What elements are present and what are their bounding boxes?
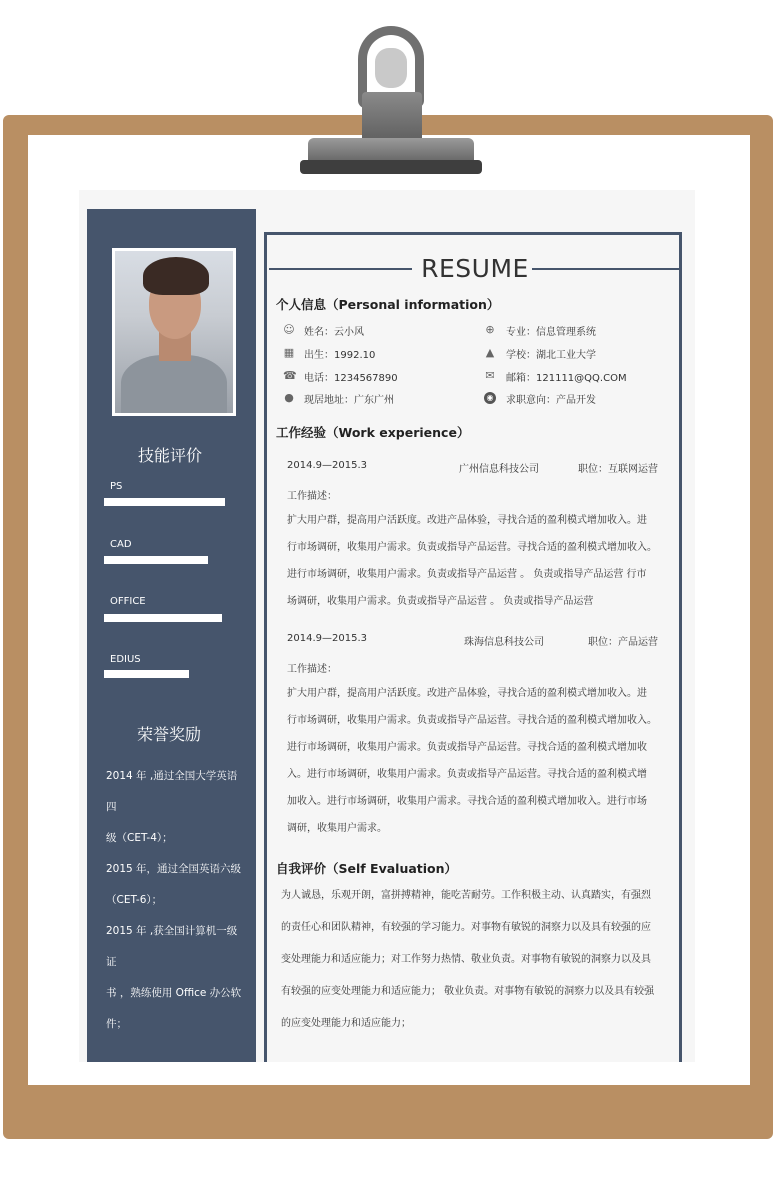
self-line: 变处理能力和适应能力；对工作努力热情、敬业负责。对事物有敏锐的洞察力以及具 bbox=[281, 954, 651, 965]
desc-line: 扩大用户群，提高用户活跃度。改进产品体验，寻找合适的盈利模式增加收入。进 bbox=[287, 515, 647, 526]
desc-line: 扩大用户群，提高用户活跃度。改进产品体验，寻找合适的盈利模式增加收入。进 bbox=[287, 688, 647, 699]
info-address: 现居地址：广东广州 bbox=[304, 395, 394, 406]
skill-bar-office bbox=[104, 614, 222, 622]
info-birth: 出生：1992.10 bbox=[304, 350, 376, 361]
desc-line: 进行市场调研，收集用户需求。负责或指导产品运营。寻找合适的盈利模式增加收 bbox=[287, 742, 647, 753]
info-email: 邮箱：121111@QQ.COM bbox=[506, 373, 627, 384]
honors-list bbox=[106, 761, 246, 1040]
self-line: 的应变处理能力和适应能力； bbox=[281, 1018, 411, 1029]
skill-bar-edius bbox=[104, 670, 189, 678]
self-line: 有较强的应变处理能力和适应能力； 敬业负责。对事物有敏锐的洞察力以及具有较强 bbox=[281, 986, 655, 997]
school-icon: ▲ bbox=[485, 346, 495, 359]
clip-base-edge bbox=[300, 160, 482, 174]
person-icon: ☺ bbox=[283, 323, 295, 336]
desc-line: 进行市场调研，收集用户需求。负责或指导产品运营 。 负责或指导产品运营 行市 bbox=[287, 569, 647, 580]
job-desc-label: 工作描述： bbox=[287, 491, 337, 502]
job-position: 职位：产品运营 bbox=[588, 637, 658, 648]
phone-icon: ☎ bbox=[283, 369, 297, 382]
mail-icon: ✉ bbox=[485, 369, 495, 382]
job-company: 珠海信息科技公司 bbox=[464, 637, 544, 648]
desc-line: 加收入。进行市场调研，收集用户需求。寻找合适的盈利模式增加收入。进行市场 bbox=[287, 796, 647, 807]
job-position: 职位：互联网运营 bbox=[578, 464, 658, 475]
personal-info-heading: 个人信息（Personal information） bbox=[276, 297, 500, 312]
skills-title: 技能评价 bbox=[138, 446, 203, 465]
skill-label-ps: PS bbox=[110, 481, 123, 492]
location-icon: ● bbox=[284, 391, 294, 404]
skill-label-edius: EDIUS bbox=[110, 654, 141, 665]
honor-line: 书 ，熟练使用 Office 办公软 bbox=[106, 987, 242, 999]
title-rule-left bbox=[269, 268, 412, 270]
desc-line: 行市场调研，收集用户需求。负责或指导产品运营。寻找合适的盈利模式增加收入。 bbox=[287, 715, 657, 726]
job-period: 2014.9—2015.3 bbox=[287, 633, 367, 644]
skill-label-office: OFFICE bbox=[110, 596, 146, 607]
profile-photo bbox=[112, 248, 236, 416]
desc-line: 入。进行市场调研，收集用户需求。负责或指导产品运营。寻找合适的盈利模式增 bbox=[287, 769, 647, 780]
info-intention: 求职意向：产品开发 bbox=[506, 395, 596, 406]
honor-line: 2015 年，通过全国英语六级 bbox=[106, 863, 242, 875]
photo-image bbox=[115, 251, 233, 413]
job-period: 2014.9—2015.3 bbox=[287, 460, 367, 471]
work-heading: 工作经验（Work experience） bbox=[276, 425, 470, 440]
clip-neck bbox=[362, 92, 422, 142]
self-eval-heading: 自我评价（Self Evaluation） bbox=[276, 861, 458, 876]
desc-line: 调研，收集用户需求。 bbox=[287, 823, 387, 834]
job-company: 广州信息科技公司 bbox=[459, 464, 539, 475]
honor-line: （CET-6）； bbox=[106, 894, 163, 906]
photo-shirt bbox=[121, 355, 227, 413]
title-rule-right bbox=[532, 268, 680, 270]
desc-line: 场调研，收集用户需求。负责或指导产品运营 。 负责或指导产品运营 bbox=[287, 596, 594, 607]
info-name: 姓名：云小风 bbox=[304, 327, 364, 338]
self-line: 的责任心和团队精神，有较强的学习能力。对事物有敏锐的洞察力以及具有较强的应 bbox=[281, 922, 651, 933]
self-eval-text bbox=[281, 880, 673, 1040]
resume-title: RESUME bbox=[421, 254, 529, 283]
skill-bar-cad bbox=[104, 556, 208, 564]
honor-line: 2015 年 ,获全国计算机一级证 bbox=[106, 925, 238, 968]
desc-line: 行市场调研，收集用户需求。负责或指导产品运营。寻找合适的盈利模式增加收入。 bbox=[287, 542, 657, 553]
skill-label-cad: CAD bbox=[110, 539, 132, 550]
honor-line: 2014 年 ,通过全国大学英语四 bbox=[106, 770, 238, 813]
info-school: 学校：湖北工业大学 bbox=[506, 350, 596, 361]
calendar-icon: ▦ bbox=[283, 346, 295, 359]
job-description bbox=[287, 507, 665, 615]
self-line: 为人诚恳，乐观开朗，富拼搏精神，能吃苦耐劳。工作积极主动、认真踏实，有强烈 bbox=[281, 890, 651, 901]
job-description bbox=[287, 680, 665, 842]
target-icon: ◉ bbox=[484, 392, 496, 404]
crosshair-icon: ⊕ bbox=[485, 323, 495, 336]
honor-line: 件； bbox=[106, 1018, 127, 1030]
honors-title: 荣誉奖励 bbox=[137, 725, 202, 744]
honor-line: 级（CET-4）； bbox=[106, 832, 173, 844]
skill-bar-ps bbox=[104, 498, 225, 506]
photo-hair bbox=[143, 257, 209, 295]
info-major: 专业：信息管理系统 bbox=[506, 327, 596, 338]
job-desc-label: 工作描述： bbox=[287, 664, 337, 675]
info-phone: 电话：1234567890 bbox=[304, 373, 398, 384]
